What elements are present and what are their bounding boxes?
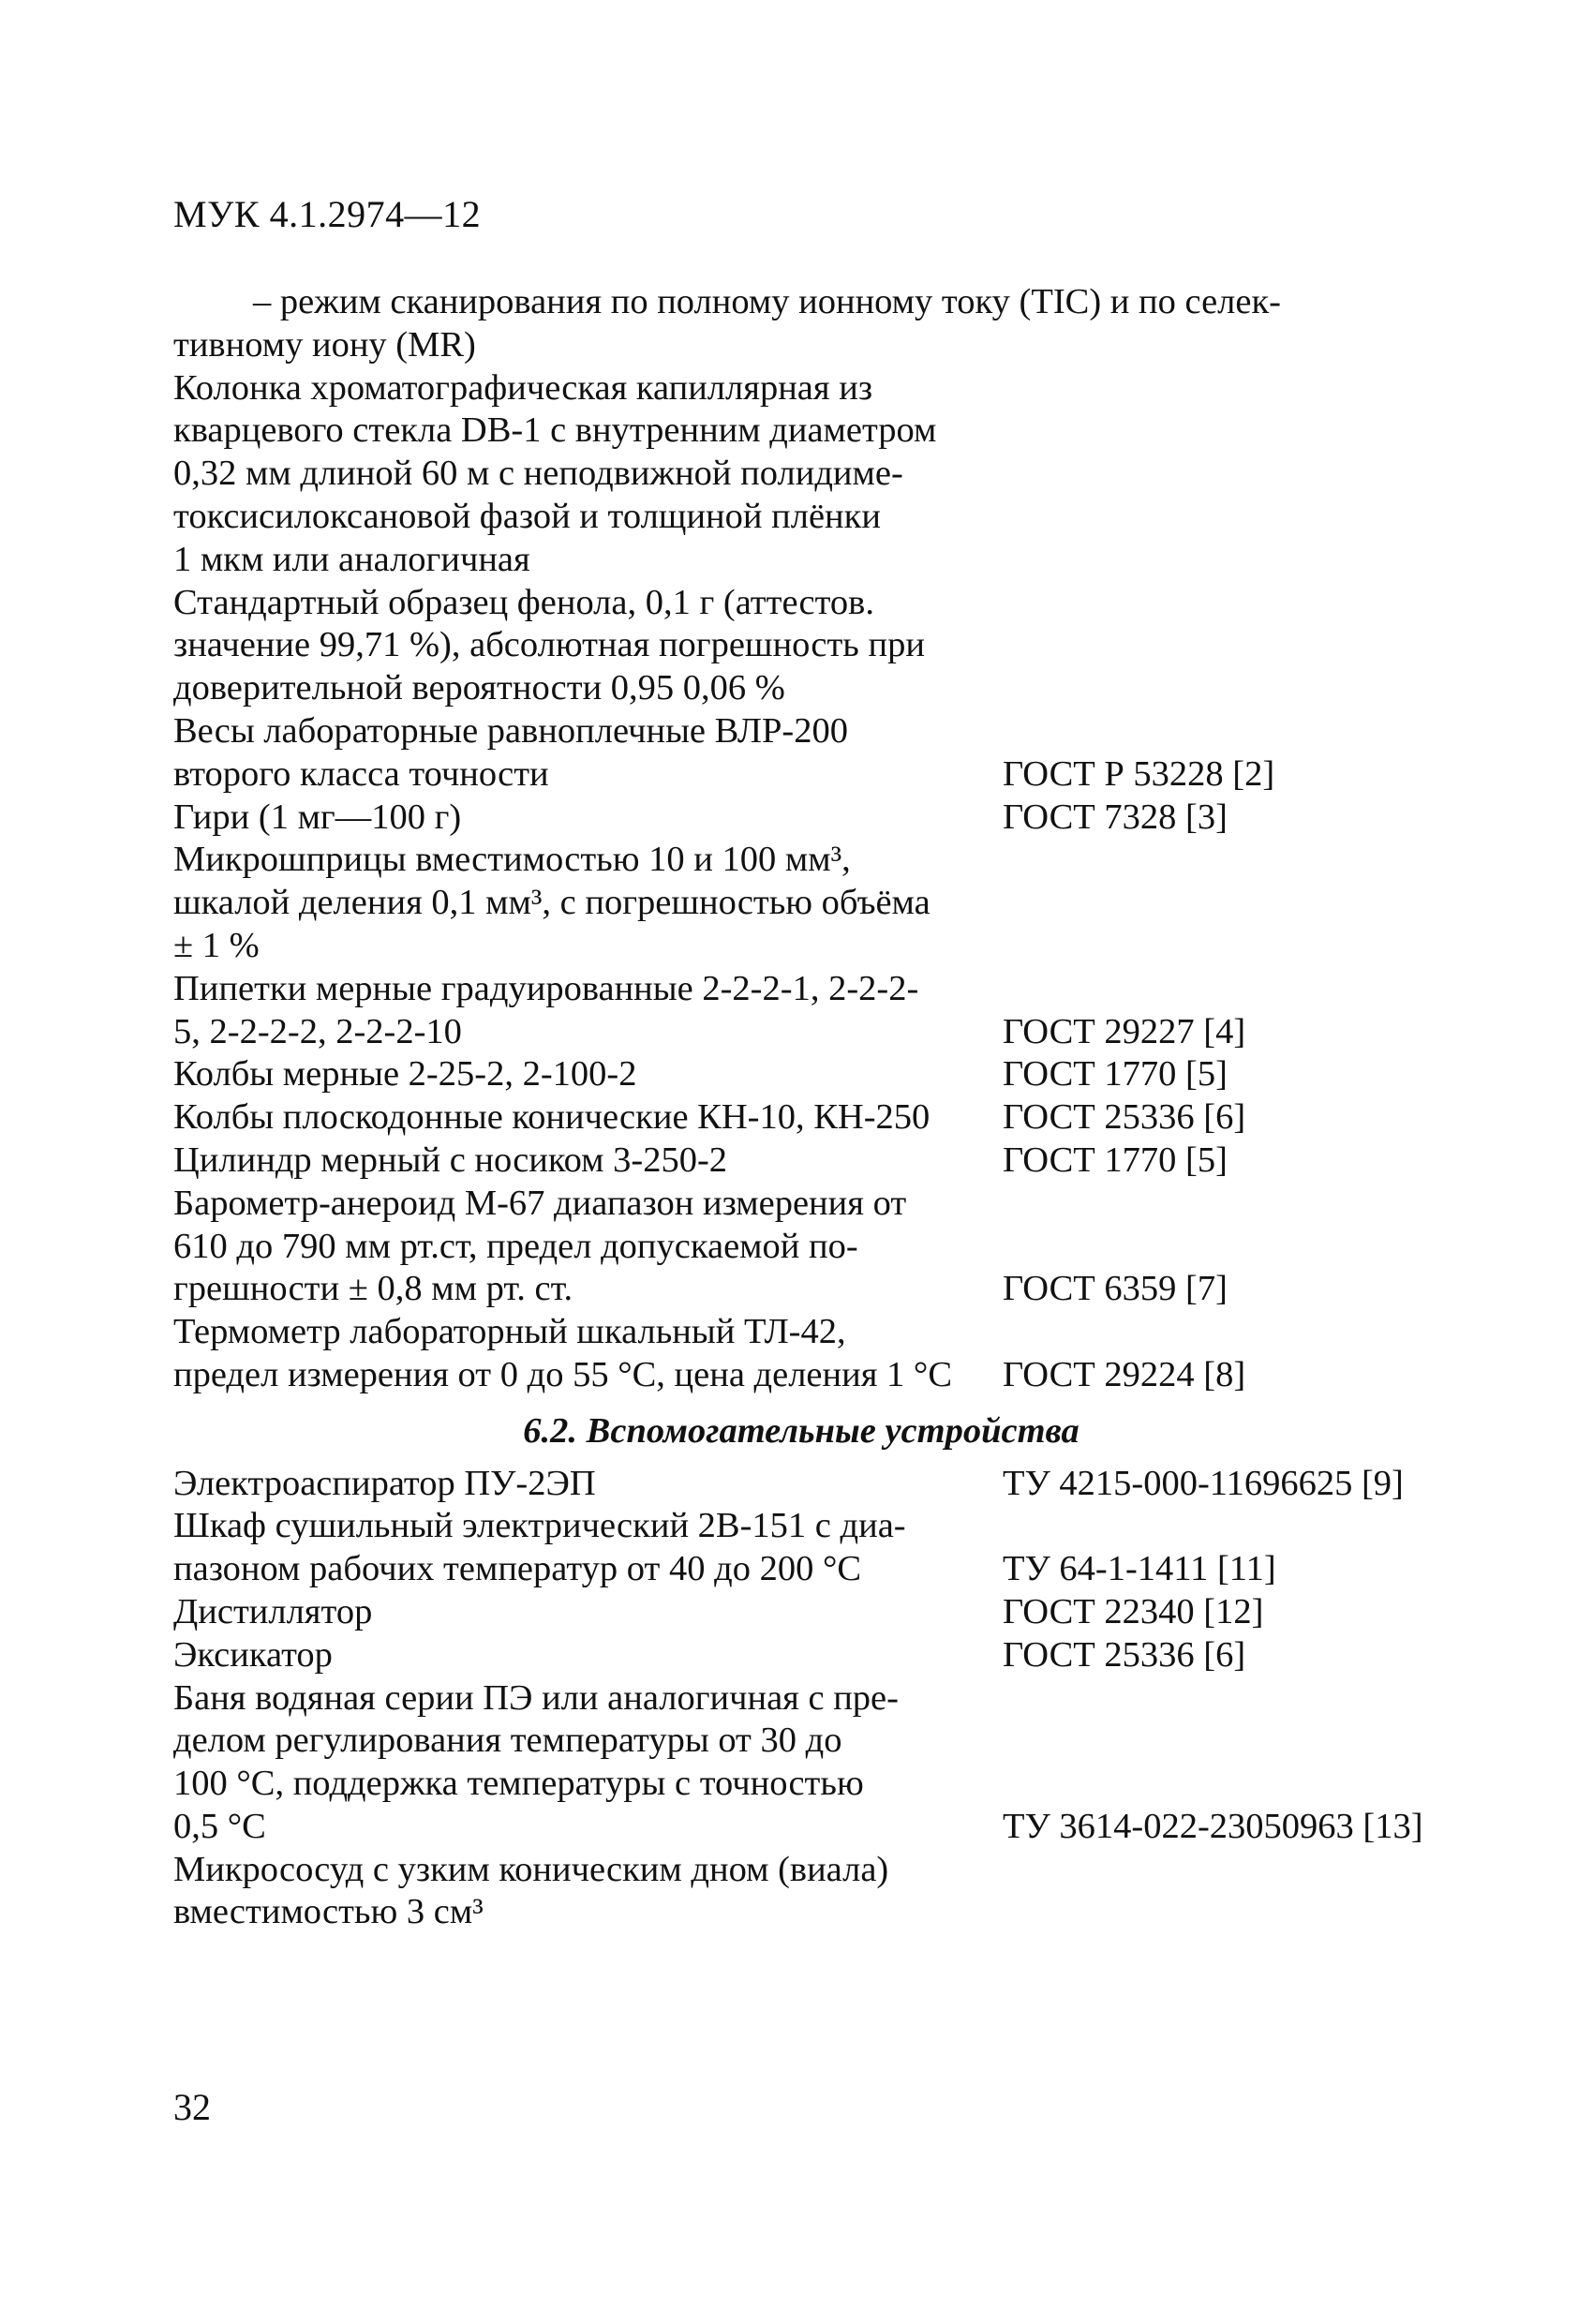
item-description-line: токсисилоксановой фазой и толщиной плёнки	[173, 496, 881, 536]
item-description	[173, 1311, 1003, 1397]
item-description-line: грешности ± 0,8 мм рт. ст.	[173, 1269, 573, 1309]
item-standard-reference: ГОСТ 7328 [3]	[1003, 797, 1228, 837]
item-description	[173, 582, 1003, 710]
equipment-list	[173, 367, 1429, 1397]
item-description-line: 610 до 790 мм рт.ст, предел допускаемой по-	[173, 1226, 858, 1266]
page-number: 32	[173, 2086, 211, 2128]
item-standard-reference: ТУ 4215-000-11696625 [9]	[1003, 1463, 1404, 1503]
item-description	[173, 367, 1003, 582]
item-description-line: Микрососуд с узким коническим дном (виала)	[173, 1849, 889, 1889]
list-item	[173, 839, 1429, 967]
item-description-line: Гири (1 мг—100 г)	[173, 797, 462, 837]
item-description-line: шкалой деления 0,1 мм³, с погрешностью объёма	[173, 883, 930, 923]
item-description	[173, 1591, 1003, 1634]
item-description-line: вместимостью 3 см³	[173, 1892, 484, 1932]
item-description-line: Колбы мерные 2-25-2, 2-100-2	[173, 1054, 637, 1095]
item-standard-reference: ГОСТ 25336 [6]	[1003, 1097, 1246, 1138]
list-item	[173, 1505, 1429, 1591]
item-standard-reference: ГОСТ 25336 [6]	[1003, 1634, 1246, 1675]
item-standard-reference: ТУ 64-1-1411 [11]	[1003, 1549, 1276, 1589]
item-description-line: Барометр-анероид М-67 диапазон измерения от	[173, 1183, 907, 1223]
item-description-line: 0,32 мм длиной 60 м с неподвижной полидиме-	[173, 454, 903, 494]
item-standard-reference: ГОСТ 1770 [5]	[1003, 1140, 1228, 1180]
list-item	[173, 582, 1429, 710]
item-description	[173, 1463, 1003, 1506]
item-description-line: 0,5 °С	[173, 1806, 266, 1846]
item-description-line: Эксикатор	[173, 1634, 333, 1675]
item-description-line: кварцевого стекла DB-1 с внутренним диаметром	[173, 410, 937, 451]
item-description	[173, 968, 1003, 1054]
item-standard-reference: ГОСТ 6359 [7]	[1003, 1269, 1228, 1309]
list-item	[173, 367, 1429, 582]
item-description-line: Микрошприцы вместимостью 10 и 100 мм³,	[173, 840, 851, 880]
item-description-line: делом регулирования температуры от 30 до	[173, 1721, 842, 1761]
item-description	[173, 1053, 1003, 1096]
list-item	[173, 1140, 1429, 1183]
item-description-line: Цилиндр мерный с носиком 3-250-2	[173, 1140, 728, 1180]
section-heading: 6.2. Вспомогательные устройства	[523, 1410, 1079, 1451]
item-description-line: доверительной вероятности 0,95 0,06 %	[173, 668, 785, 708]
item-description	[173, 1677, 1003, 1849]
list-item	[173, 1463, 1429, 1506]
item-description-line: второго класса точности	[173, 753, 549, 794]
list-item	[173, 797, 1429, 840]
item-description-line: Шкаф сушильный электрический 2В-151 с диа-	[173, 1506, 906, 1546]
item-description-line: Колонка хроматографическая капиллярная из	[173, 367, 873, 408]
item-standard-reference: ГОСТ 1770 [5]	[1003, 1054, 1228, 1095]
item-description-line: ± 1 %	[173, 925, 260, 965]
intro-line: – режим сканирования по полному ионному току (TIC) и по селек-	[253, 282, 1281, 321]
item-description-line: пазоном рабочих температур от 40 до 200 °С	[173, 1549, 862, 1589]
item-description-line: Пипетки мерные градуированные 2-2-2-1, 2-2-2-	[173, 968, 919, 1008]
list-item	[173, 1053, 1429, 1096]
list-item	[173, 1591, 1429, 1634]
item-standard-reference: ГОСТ Р 53228 [2]	[1003, 753, 1275, 794]
item-standard-reference: ГОСТ 29224 [8]	[1003, 1354, 1246, 1394]
auxiliary-list	[173, 1463, 1429, 1935]
item-description-line: Весы лабораторные равноплечные ВЛР-200	[173, 710, 848, 751]
item-description	[173, 839, 1003, 967]
item-standard-reference: ГОСТ 29227 [4]	[1003, 1011, 1246, 1051]
item-description-line: 100 °С, поддержка температуры с точностью	[173, 1764, 864, 1804]
item-description-line: Электроаспиратор ПУ-2ЭП	[173, 1463, 596, 1503]
item-description-line: Баня водяная серии ПЭ или аналогичная с пре-	[173, 1677, 899, 1718]
item-description-line: Стандартный образец фенола, 0,1 г (аттестов.	[173, 582, 874, 622]
item-description	[173, 1634, 1003, 1677]
item-description	[173, 1505, 1003, 1591]
intro-paragraph	[173, 281, 1429, 367]
item-description-line: 1 мкм или аналогичная	[173, 539, 530, 579]
item-description	[173, 1183, 1003, 1311]
item-description-line: 5, 2-2-2-2, 2-2-2-10	[173, 1011, 462, 1051]
item-description	[173, 1849, 1003, 1935]
item-description	[173, 1140, 1003, 1183]
item-description-line: предел измерения от 0 до 55 °С, цена деления 1 °С	[173, 1354, 953, 1394]
item-description-line: Колбы плоскодонные конические КН-10, КН-250	[173, 1097, 930, 1138]
list-item	[173, 1096, 1429, 1140]
page-content	[173, 281, 1429, 1934]
item-description-line: Термометр лабораторный шкальный ТЛ-42,	[173, 1312, 846, 1352]
item-description	[173, 797, 1003, 840]
document-code: МУК 4.1.2974—12	[173, 193, 482, 235]
list-item	[173, 1311, 1429, 1397]
item-description-line: Дистиллятор	[173, 1591, 373, 1631]
item-standard-reference: ТУ 3614-022-23050963 [13]	[1003, 1806, 1423, 1846]
list-item	[173, 710, 1429, 797]
list-item	[173, 1634, 1429, 1677]
item-description-line: значение 99,71 %), абсолютная погрешность при	[173, 625, 925, 665]
intro-line: тивному иону (MR)	[173, 324, 476, 365]
item-standard-reference: ГОСТ 22340 [12]	[1003, 1591, 1264, 1631]
list-item	[173, 1849, 1429, 1935]
list-item	[173, 1183, 1429, 1311]
list-item	[173, 968, 1429, 1054]
list-item	[173, 1677, 1429, 1849]
item-description	[173, 1096, 1003, 1140]
item-description	[173, 710, 1003, 797]
